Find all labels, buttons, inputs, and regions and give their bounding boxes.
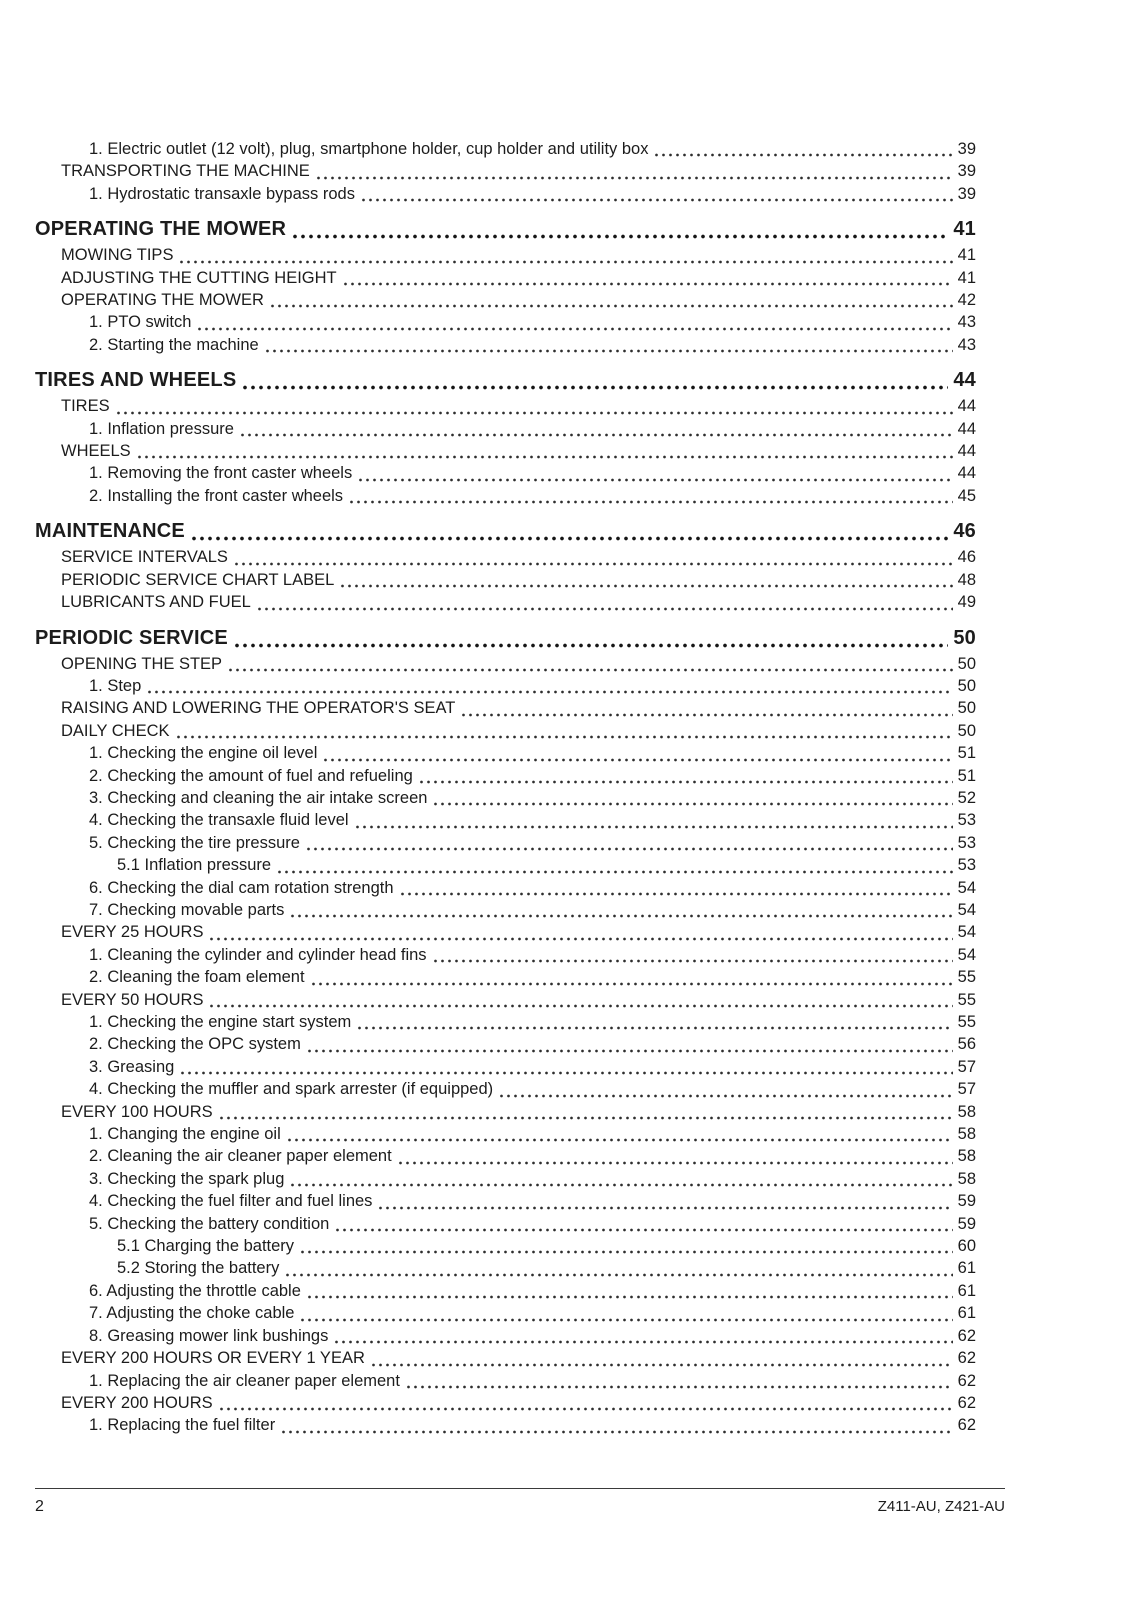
toc-entry: [35, 966, 976, 988]
toc-entry: [35, 1325, 976, 1347]
toc-entry-page: 58: [957, 1102, 976, 1121]
toc-entry: [35, 367, 976, 393]
dot-leader: [334, 1228, 952, 1232]
dot-leader: [218, 1116, 953, 1120]
dot-leader: [269, 304, 953, 308]
toc-entry: [35, 944, 976, 966]
toc-entry: [35, 591, 976, 613]
toc-entry: [35, 485, 976, 507]
toc-entry-page: 53: [957, 856, 976, 875]
toc-entry-label: 5. Checking the battery condition: [89, 1214, 330, 1233]
toc-entry-page: 54: [957, 945, 976, 964]
toc-entry-page: 50: [957, 699, 976, 718]
toc-entry: [35, 418, 976, 440]
toc-entry-label: 7. Adjusting the choke cable: [89, 1304, 295, 1323]
dot-leader: [305, 847, 953, 851]
toc-entry: [35, 311, 976, 333]
toc-entry-label: 2. Checking the amount of fuel and refueling: [89, 766, 413, 785]
dot-leader: [286, 1138, 953, 1142]
toc-entry-label: TIRES AND WHEELS: [35, 369, 237, 392]
dot-leader: [356, 1026, 952, 1030]
toc-entry-label: 6. Adjusting the throttle cable: [89, 1281, 301, 1300]
toc-entry-page: 62: [957, 1416, 976, 1435]
toc-entry-page: 44: [957, 442, 976, 461]
dot-leader: [264, 349, 953, 353]
dot-leader: [322, 758, 952, 762]
toc-entry: [35, 625, 976, 651]
dot-leader: [299, 1318, 952, 1322]
toc-entry-label: DAILY CHECK: [61, 721, 170, 740]
dot-leader: [339, 584, 952, 588]
dot-leader: [115, 411, 953, 415]
toc-entry: [35, 921, 976, 943]
dot-leader: [289, 1183, 952, 1187]
toc-entry-page: 61: [957, 1304, 976, 1323]
dot-leader: [136, 455, 953, 459]
toc-entry: [35, 440, 976, 462]
toc-entry-label: 1. Changing the engine oil: [89, 1125, 281, 1144]
dot-leader: [460, 713, 952, 717]
toc-entry-label: 1. Cleaning the cylinder and cylinder head fins: [89, 945, 427, 964]
dot-leader: [175, 735, 953, 739]
toc-entry-label: 1. Inflation pressure: [89, 419, 234, 438]
toc-entry-label: SERVICE INTERVALS: [61, 548, 228, 567]
toc-entry: [35, 697, 976, 719]
toc-entry-page: 48: [957, 570, 976, 589]
toc-entry-page: 39: [957, 140, 976, 158]
dot-leader: [233, 643, 948, 648]
toc-entry-page: 57: [957, 1080, 976, 1099]
toc-entry: [35, 334, 976, 356]
toc-entry-label: EVERY 200 HOURS OR EVERY 1 YEAR: [61, 1349, 365, 1368]
toc-entry-label: EVERY 50 HOURS: [61, 990, 204, 1009]
page-footer: [35, 1488, 1005, 1516]
toc-entry-page: 54: [957, 923, 976, 942]
toc-entry-label: 3. Greasing: [89, 1057, 175, 1076]
toc-entry: [35, 809, 976, 831]
toc-entry: [35, 462, 976, 484]
dot-leader: [289, 914, 952, 918]
toc-entry-label: 1. Removing the front caster wheels: [89, 464, 353, 483]
toc-entry-label: WHEELS: [61, 442, 131, 461]
toc-entry: [35, 1033, 976, 1055]
dot-leader: [280, 1430, 952, 1434]
toc-entry-label: 3. Checking the spark plug: [89, 1169, 285, 1188]
toc-entry: [35, 1168, 976, 1190]
toc-entry: [35, 877, 976, 899]
toc-entry: [35, 518, 976, 544]
toc-entry-page: 54: [957, 878, 976, 897]
toc-entry-page: 59: [957, 1214, 976, 1233]
toc-entry-label: 5.1 Charging the battery: [117, 1237, 295, 1256]
toc-entry: [35, 1280, 976, 1302]
toc-entry-label: TIRES: [61, 397, 110, 416]
toc-entry-page: 44: [957, 397, 976, 416]
toc-entry-label: RAISING AND LOWERING THE OPERATOR'S SEAT: [61, 699, 456, 718]
toc-entry-label: OPERATING THE MOWER: [61, 291, 264, 310]
toc-entry: [35, 787, 976, 809]
toc-entry-page: 55: [957, 968, 976, 987]
dot-leader: [256, 607, 953, 611]
toc-entry-page: 55: [957, 990, 976, 1009]
dot-leader: [360, 198, 953, 202]
toc-entry-label: 1. PTO switch: [89, 313, 192, 332]
toc-entry: [35, 289, 976, 311]
toc-entry-label: 4. Checking the muffler and spark arrester (if equipped): [89, 1080, 494, 1099]
toc-entry: [35, 989, 976, 1011]
toc-entry-page: 52: [957, 788, 976, 807]
toc-entry: [35, 1101, 976, 1123]
toc-entry-page: 41: [957, 268, 976, 287]
dot-leader: [370, 1363, 953, 1367]
toc-entry-label: PERIODIC SERVICE: [35, 626, 228, 649]
toc-entry-label: 7. Checking movable parts: [89, 900, 285, 919]
dot-leader: [146, 690, 952, 694]
dot-leader: [418, 780, 953, 784]
toc-entry: [35, 395, 976, 417]
toc-entry-label: LUBRICANTS AND FUEL: [61, 593, 251, 612]
toc-entry-label: 5. Checking the tire pressure: [89, 833, 300, 852]
toc-entry: [35, 183, 976, 205]
toc-entry: [35, 1257, 976, 1279]
dot-leader: [377, 1206, 952, 1210]
dot-leader: [306, 1049, 953, 1053]
toc-entry-label: 1. Hydrostatic transaxle bypass rods: [89, 184, 355, 203]
toc-entry-label: 2. Starting the machine: [89, 335, 259, 354]
toc-entry: [35, 653, 976, 675]
toc-entry-label: PERIODIC SERVICE CHART LABEL: [61, 570, 335, 589]
toc-entry-page: 61: [957, 1281, 976, 1300]
toc-entry-label: 5.1 Inflation pressure: [117, 856, 272, 875]
toc-entry-label: ADJUSTING THE CUTTING HEIGHT: [61, 268, 337, 287]
dot-leader: [498, 1094, 952, 1098]
toc-entry-label: 2. Cleaning the air cleaner paper element: [89, 1147, 392, 1166]
dot-leader: [333, 1340, 952, 1344]
toc-entry-label: 4. Checking the fuel filter and fuel lines: [89, 1192, 373, 1211]
toc-entry: [35, 1056, 976, 1078]
toc-entry-page: 43: [957, 313, 976, 332]
toc-entry-page: 46: [957, 548, 976, 567]
toc-entry: [35, 1302, 976, 1324]
toc-entry-label: TRANSPORTING THE MACHINE: [61, 162, 310, 181]
toc-entry-label: 2. Checking the OPC system: [89, 1035, 301, 1054]
toc-entry-page: 44: [957, 464, 976, 483]
dot-leader: [291, 234, 948, 239]
toc-entry-label: 6. Checking the dial cam rotation strength: [89, 878, 394, 897]
toc-entry-label: MAINTENANCE: [35, 520, 185, 543]
toc-entry-label: EVERY 100 HOURS: [61, 1102, 213, 1121]
toc-entry: [35, 1235, 976, 1257]
toc-entry-page: 50: [957, 654, 976, 673]
toc-entry: [35, 720, 976, 742]
dot-leader: [196, 327, 952, 331]
dot-leader: [218, 1407, 953, 1411]
toc-entry-label: 1. Replacing the fuel filter: [89, 1416, 276, 1435]
toc-entry-label: 3. Checking and cleaning the air intake screen: [89, 788, 428, 807]
dot-leader: [348, 500, 953, 504]
dot-leader: [208, 937, 952, 941]
dot-leader: [315, 176, 953, 180]
toc-entry-label: 1. Step: [89, 676, 142, 695]
toc-entry-page: 62: [957, 1393, 976, 1412]
toc-entry: [35, 765, 976, 787]
toc-entry-page: 50: [957, 721, 976, 740]
toc-entry-label: 1. Checking the engine start system: [89, 1013, 352, 1031]
dot-leader: [190, 536, 948, 541]
dot-leader: [342, 282, 953, 286]
toc-entry-page: 53: [957, 833, 976, 852]
toc-entry-page: 58: [957, 1147, 976, 1166]
toc-entry-page: 51: [957, 766, 976, 785]
toc-entry: [35, 1145, 976, 1167]
dot-leader: [227, 668, 953, 672]
toc-entry: [35, 742, 976, 764]
toc-entry: [35, 1190, 976, 1212]
toc-entry-page: 56: [957, 1035, 976, 1054]
toc-entry-label: 4. Checking the transaxle fluid level: [89, 811, 349, 830]
toc-entry-page: 43: [957, 335, 976, 354]
dot-leader: [397, 1161, 953, 1165]
toc-entry: [35, 899, 976, 921]
dot-leader: [233, 562, 953, 566]
toc-entry-page: 50: [957, 676, 976, 695]
toc-entry-page: 42: [957, 291, 976, 310]
toc-entry-label: OPENING THE STEP: [61, 654, 223, 673]
toc-entry-label: OPERATING THE MOWER: [35, 218, 287, 241]
footer-page-number: 2: [35, 1498, 44, 1515]
toc-entry-label: 1. Replacing the air cleaner paper element: [89, 1371, 400, 1390]
toc-entry-label: 1. Electric outlet (12 volt), plug, smartphone holder, cup holder and utility box: [89, 140, 649, 158]
toc-entry-page: 46: [953, 520, 976, 543]
toc-entry-page: 58: [957, 1125, 976, 1144]
toc-entry: [35, 1392, 976, 1414]
toc-entry: [35, 1347, 976, 1369]
toc-entry-page: 60: [957, 1237, 976, 1256]
toc-entry: [35, 244, 976, 266]
toc-entry-page: 57: [957, 1057, 976, 1076]
toc-entry-label: 8. Greasing mower link bushings: [89, 1326, 329, 1345]
toc-entry-label: 1. Checking the engine oil level: [89, 744, 318, 763]
toc-entry-label: 5.2 Storing the battery: [117, 1259, 280, 1278]
toc-entry: [35, 675, 976, 697]
toc-entry: [35, 1011, 976, 1033]
toc-entry: [35, 216, 976, 242]
toc-entry: [35, 1213, 976, 1235]
toc-entry-page: 39: [957, 184, 976, 203]
toc-entry: [35, 1414, 976, 1436]
toc-entry: [35, 1370, 976, 1392]
toc-entry-label: 2. Cleaning the foam element: [89, 968, 305, 987]
toc-entry: [35, 832, 976, 854]
toc-entry-page: 55: [957, 1013, 976, 1031]
dot-leader: [653, 153, 952, 157]
toc-entry-page: 62: [957, 1326, 976, 1345]
dot-leader: [241, 385, 948, 390]
toc-entry-label: EVERY 200 HOURS: [61, 1393, 213, 1412]
toc-entry-label: MOWING TIPS: [61, 246, 174, 265]
dot-leader: [178, 260, 952, 264]
toc-entry: [35, 1123, 976, 1145]
toc-entry-page: 51: [957, 744, 976, 763]
toc-entry: [35, 569, 976, 591]
toc-entry: [35, 1078, 976, 1100]
toc-entry-page: 44: [957, 419, 976, 438]
footer-model-codes: Z411-AU, Z421-AU: [877, 1498, 1005, 1515]
toc-entry-page: 58: [957, 1169, 976, 1188]
toc-entry: [35, 854, 976, 876]
toc-entry: [35, 546, 976, 568]
dot-leader: [239, 433, 953, 437]
toc-entry-page: 62: [957, 1371, 976, 1390]
dot-leader: [432, 959, 953, 963]
dot-leader: [299, 1250, 953, 1254]
toc-list: [35, 138, 976, 1437]
dot-leader: [284, 1273, 952, 1277]
toc-entry-label: EVERY 25 HOURS: [61, 923, 204, 942]
dot-leader: [357, 478, 952, 482]
dot-leader: [399, 892, 953, 896]
toc-entry: [35, 160, 976, 182]
toc-entry-label: 2. Installing the front caster wheels: [89, 486, 344, 505]
dot-leader: [276, 870, 953, 874]
toc-entry-page: 50: [953, 626, 976, 649]
toc-entry-page: 62: [957, 1349, 976, 1368]
dot-leader: [179, 1071, 952, 1075]
toc-entry-page: 53: [957, 811, 976, 830]
dot-leader: [354, 825, 953, 829]
toc-entry-page: 41: [953, 218, 976, 241]
toc-entry-page: 41: [957, 246, 976, 265]
dot-leader: [432, 802, 952, 806]
toc-entry-page: 39: [957, 162, 976, 181]
toc-entry-page: 54: [957, 900, 976, 919]
toc-entry-page: 61: [957, 1259, 976, 1278]
dot-leader: [405, 1385, 953, 1389]
dot-leader: [306, 1295, 953, 1299]
toc-entry-page: 44: [953, 369, 976, 392]
toc-entry: [35, 267, 976, 289]
toc-entry-page: 59: [957, 1192, 976, 1211]
dot-leader: [310, 982, 953, 986]
toc-entry-page: 45: [957, 486, 976, 505]
dot-leader: [208, 1004, 952, 1008]
toc-entry: [35, 138, 976, 160]
toc-entry-page: 49: [957, 593, 976, 612]
